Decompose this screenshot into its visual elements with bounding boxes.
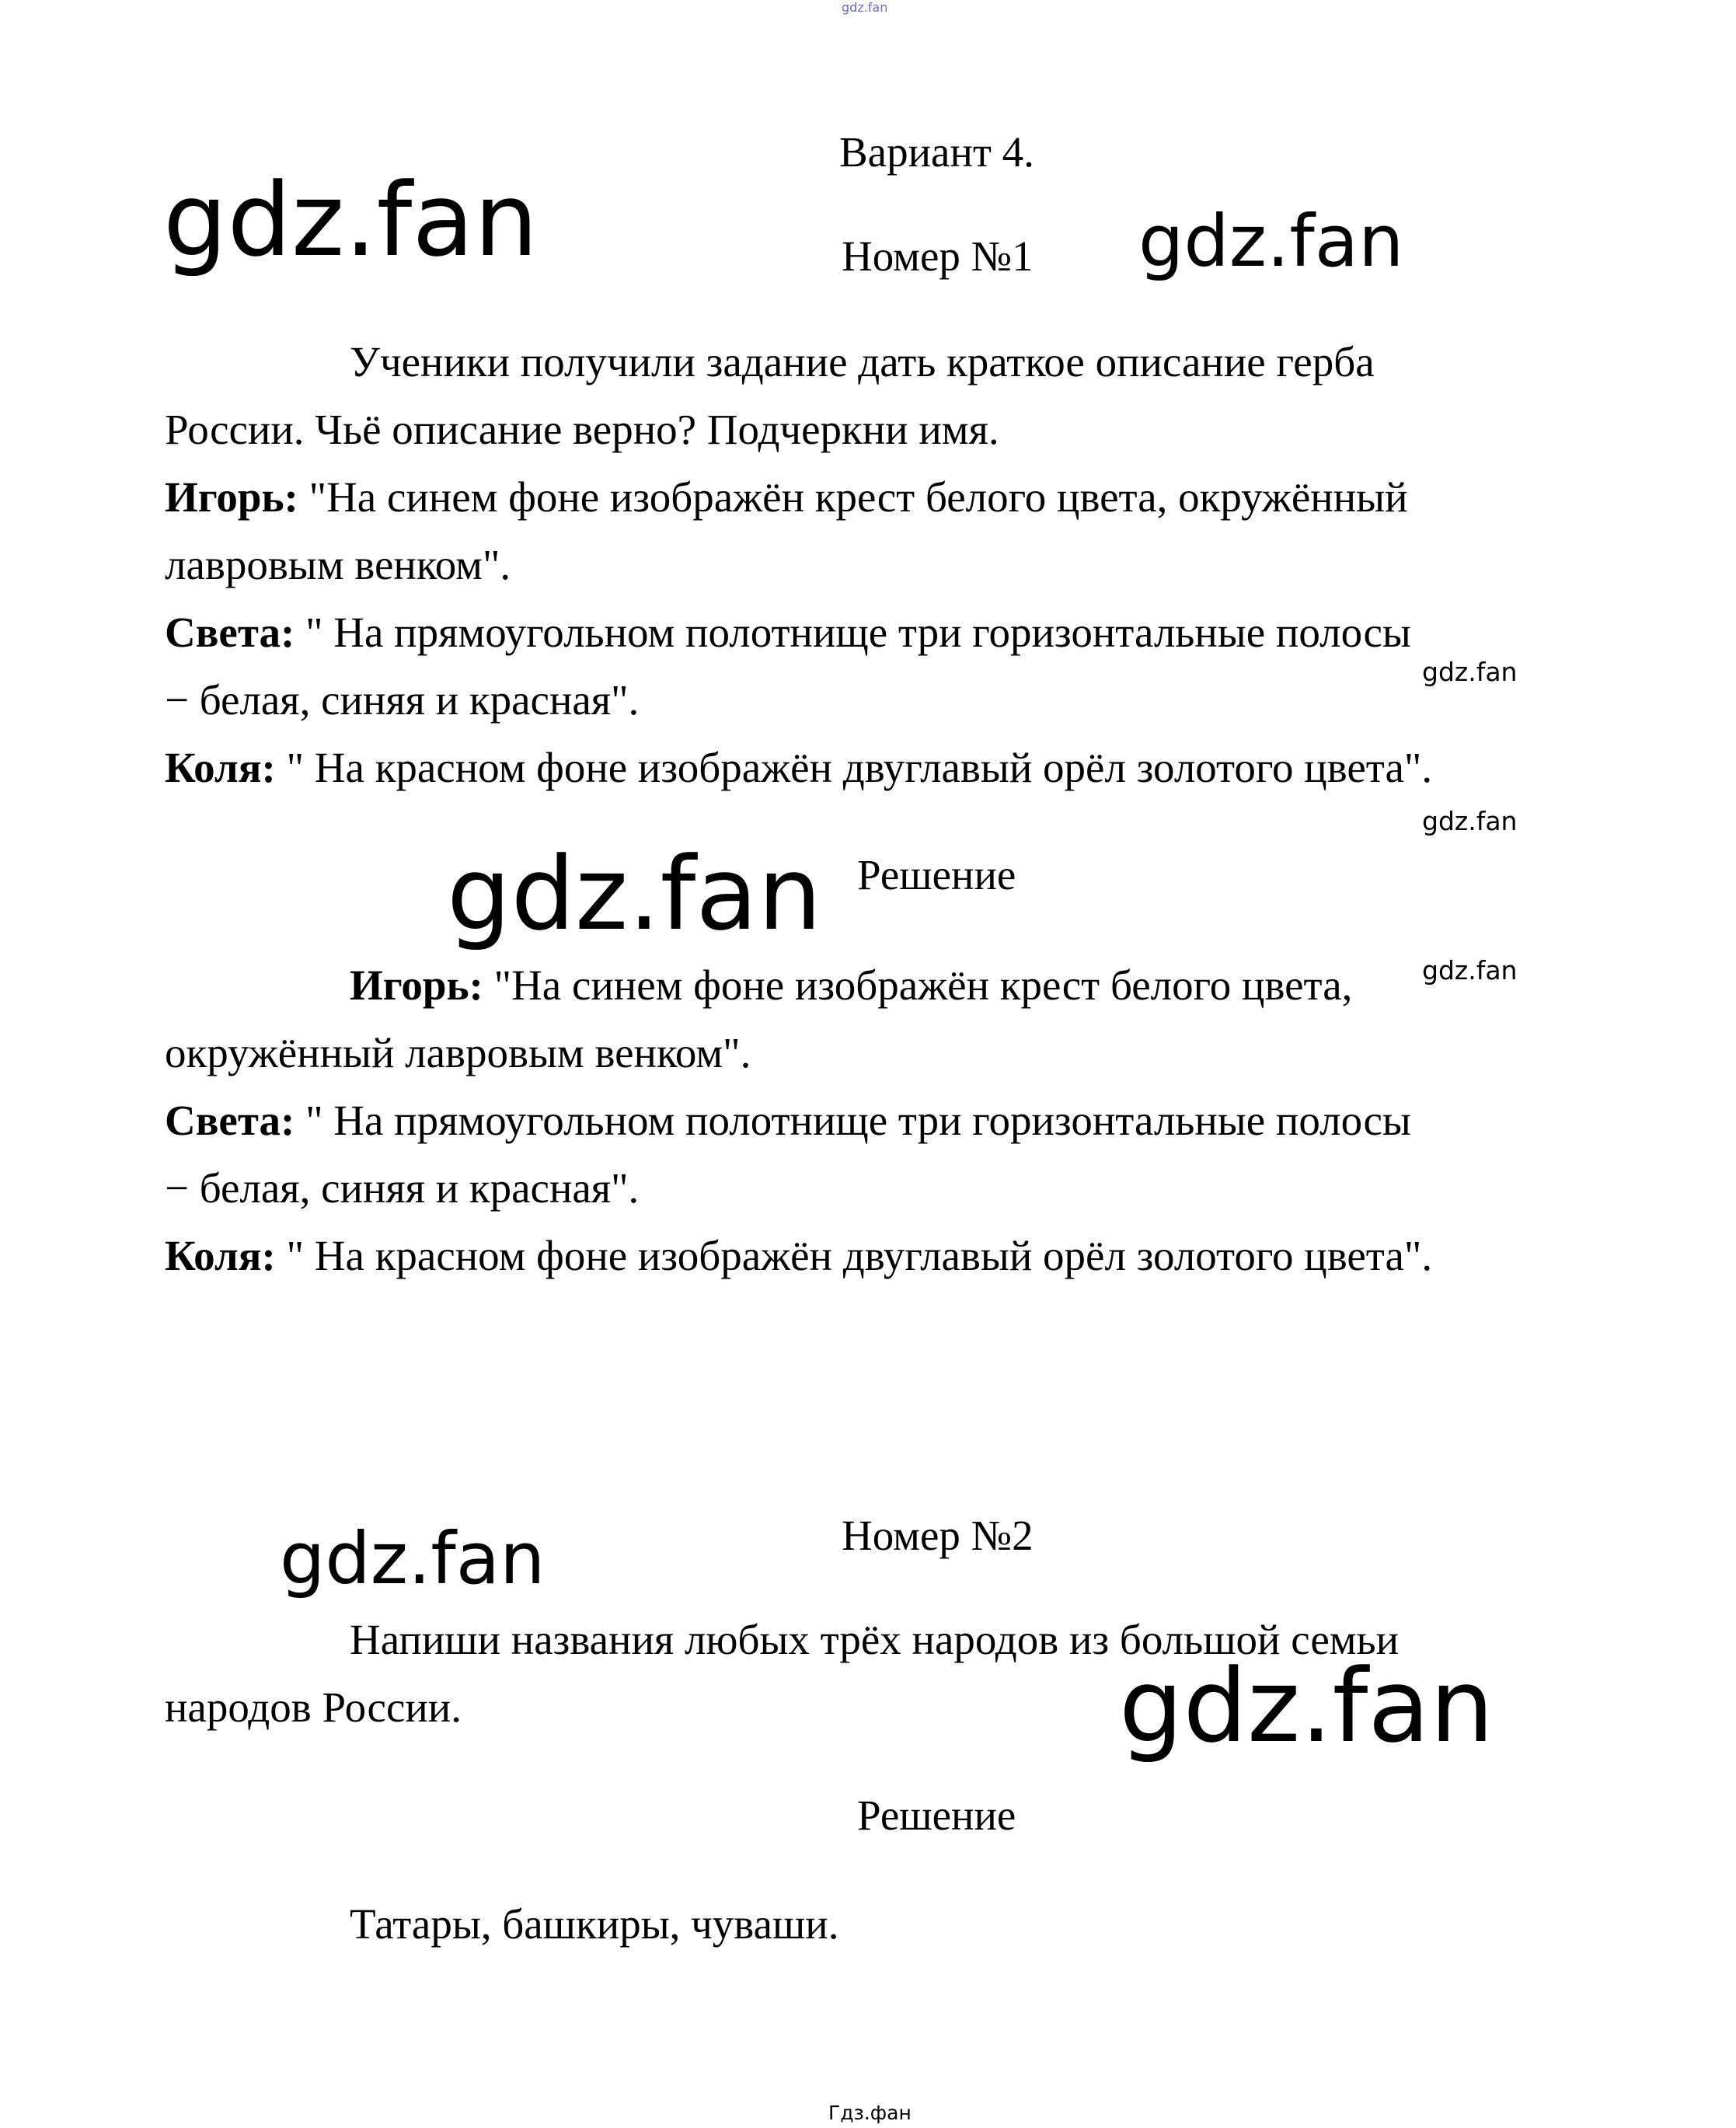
watermark: gdz.fan [1422,806,1518,836]
solution-kolya [165,1234,1432,1277]
variant-title: Вариант 4. [839,128,1034,176]
watermark: gdz.fan [1422,955,1518,986]
option-text: " На прямоугольном полотнище три горизонтальные полосы [295,609,1411,656]
option-name: Игорь: [350,961,483,1009]
task2-question-line2: народов России. [165,1683,462,1731]
option-text: "На синем фоне изображён крест белого цвета, [483,961,1353,1009]
watermark: gdz.fan [1422,657,1518,687]
option-igor-line2: лавровым венком". [165,541,511,588]
watermark: gdz.fan [447,835,822,953]
option-text: " На прямоугольном полотнище три горизонтальные полосы [295,1097,1411,1144]
solution-sveta [165,1099,1411,1142]
option-name: Света: [165,1097,295,1144]
task2-answer: Татары, башкиры, чуваши. [350,1900,839,1948]
option-name: Коля: [165,744,276,791]
footer-watermark: Гдз.фан [828,2102,912,2124]
task1-title: Номер №1 [842,232,1034,280]
task1-question-line2: России. Чьё описание верно? Подчеркни имя. [165,406,999,453]
task2-question-line1: Напиши названия любых трёх народов из большой семьи [350,1616,1400,1663]
option-text: " На красном фоне изображён двуглавый орёл золотого цвета". [275,1232,1433,1279]
watermark: gdz.fan [1138,200,1404,283]
option-name: Света: [165,609,295,656]
option-name: Игорь: [165,473,298,521]
watermark: gdz.fan [163,161,539,279]
task1-question-line1: Ученики получили задание дать краткое описание герба [350,338,1375,385]
option-name: Коля: [165,1232,276,1279]
task2-solution-title: Решение [857,1791,1016,1839]
task2-title: Номер №2 [842,1512,1034,1559]
solution-sveta-line2: − белая, синяя и красная". [165,1164,640,1212]
option-sveta-line2: − белая, синяя и красная". [165,676,640,724]
watermark: gdz.fan [280,1517,546,1600]
option-text: "На синем фоне изображён крест белого цвета, окружённый [298,473,1408,521]
task1-solution-title: Решение [857,851,1016,898]
watermark: gdz.fan [1119,1647,1494,1765]
solution-igor-line2: окружённый лавровым венком". [165,1029,751,1076]
option-igor [165,473,1408,521]
header-watermark: gdz.fan [842,0,888,15]
solution-igor [350,961,1353,1009]
option-sveta [165,611,1411,654]
option-kolya [165,746,1432,789]
option-text: " На красном фоне изображён двуглавый орёл золотого цвета". [275,744,1433,791]
